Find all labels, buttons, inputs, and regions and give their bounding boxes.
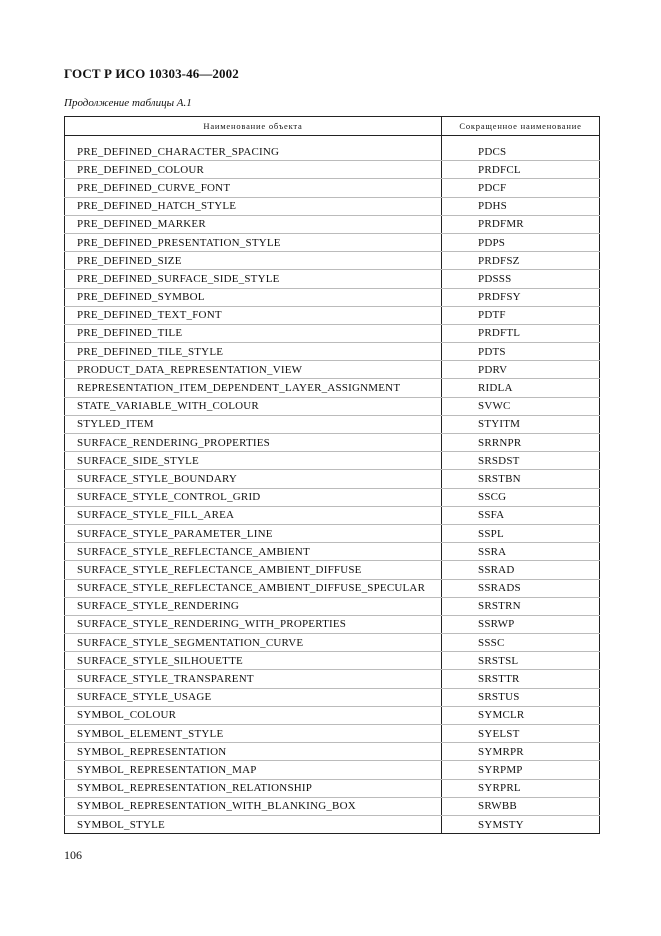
table-row [65, 343, 600, 361]
object-name-cell: SYMBOL_REPRESENTATION_RELATIONSHIP [65, 779, 442, 797]
abbreviation-cell: PDSSS [442, 270, 600, 288]
abbreviation-cell: RIDLA [442, 379, 600, 397]
object-name-cell: PRE_DEFINED_CHARACTER_SPACING [65, 143, 442, 161]
abbreviation-cell: SSPL [442, 524, 600, 542]
table-row [65, 688, 600, 706]
object-name-cell: PRE_DEFINED_TEXT_FONT [65, 306, 442, 324]
object-name-cell: SURFACE_STYLE_RENDERING [65, 597, 442, 615]
abbreviation-cell: PRDFSY [442, 288, 600, 306]
object-name-cell: SYMBOL_ELEMENT_STYLE [65, 725, 442, 743]
table-row [65, 670, 600, 688]
table-row [65, 179, 600, 197]
object-name-cell: SURFACE_STYLE_REFLECTANCE_AMBIENT [65, 543, 442, 561]
table-row [65, 797, 600, 815]
abbreviation-cell: SVWC [442, 397, 600, 415]
abbreviation-table [64, 116, 600, 834]
abbreviation-cell: SRRNPR [442, 434, 600, 452]
object-name-cell: SURFACE_STYLE_USAGE [65, 688, 442, 706]
object-name-cell: PRE_DEFINED_TILE_STYLE [65, 343, 442, 361]
object-name-cell: SYMBOL_STYLE [65, 815, 442, 833]
table-row [65, 488, 600, 506]
table-row [65, 415, 600, 433]
spacer-cell [65, 136, 442, 144]
document-standard-header: ГОСТ Р ИСО 10303-46—2002 [64, 66, 239, 81]
object-name-cell: SURFACE_STYLE_FILL_AREA [65, 506, 442, 524]
abbreviation-cell: SRSTRN [442, 597, 600, 615]
abbreviation-cell: PDRV [442, 361, 600, 379]
table-row [65, 561, 600, 579]
abbreviation-cell: SYMRPR [442, 743, 600, 761]
abbreviation-cell: SYRPMP [442, 761, 600, 779]
table-caption: Продолжение таблицы А.1 [64, 97, 192, 109]
object-name-cell: SURFACE_STYLE_REFLECTANCE_AMBIENT_DIFFUSE_SPECULAR [65, 579, 442, 597]
table-row [65, 761, 600, 779]
table-row [65, 470, 600, 488]
object-name-cell: REPRESENTATION_ITEM_DEPENDENT_LAYER_ASSIGNMENT [65, 379, 442, 397]
table-row [65, 597, 600, 615]
column-header-abbreviation: Сокращенное наименование [442, 117, 600, 136]
abbreviation-table-container [64, 116, 599, 834]
table-row [65, 524, 600, 542]
abbreviation-cell: SYMCLR [442, 706, 600, 724]
page-number: 106 [64, 848, 82, 862]
table-row [65, 434, 600, 452]
table-row [65, 233, 600, 251]
abbreviation-cell: SSRADS [442, 579, 600, 597]
abbreviation-cell: SSCG [442, 488, 600, 506]
table-row [65, 252, 600, 270]
object-name-cell: SURFACE_STYLE_PARAMETER_LINE [65, 524, 442, 542]
abbreviation-cell: PDHS [442, 197, 600, 215]
object-name-cell: SURFACE_STYLE_TRANSPARENT [65, 670, 442, 688]
object-name-cell: SURFACE_STYLE_RENDERING_WITH_PROPERTIES [65, 615, 442, 633]
table-header [65, 117, 600, 136]
abbreviation-cell: PDCF [442, 179, 600, 197]
object-name-cell: SURFACE_STYLE_REFLECTANCE_AMBIENT_DIFFUSE [65, 561, 442, 579]
table-row [65, 397, 600, 415]
abbreviation-cell: SRWBB [442, 797, 600, 815]
table-row [65, 652, 600, 670]
table-row [65, 615, 600, 633]
object-name-cell: PRE_DEFINED_SIZE [65, 252, 442, 270]
table-spacer-row [65, 136, 600, 144]
object-name-cell: PRE_DEFINED_TILE [65, 324, 442, 342]
abbreviation-cell: SRSTBN [442, 470, 600, 488]
object-name-cell: PRODUCT_DATA_REPRESENTATION_VIEW [65, 361, 442, 379]
object-name-cell: PRE_DEFINED_HATCH_STYLE [65, 197, 442, 215]
object-name-cell: PRE_DEFINED_SURFACE_SIDE_STYLE [65, 270, 442, 288]
abbreviation-cell: SSSC [442, 634, 600, 652]
table-row [65, 725, 600, 743]
table-row [65, 452, 600, 470]
table-header-row [65, 117, 600, 136]
object-name-cell: SYMBOL_REPRESENTATION_WITH_BLANKING_BOX [65, 797, 442, 815]
object-name-cell: PRE_DEFINED_CURVE_FONT [65, 179, 442, 197]
abbreviation-cell: PDPS [442, 233, 600, 251]
table-row [65, 306, 600, 324]
table-row [65, 361, 600, 379]
object-name-cell: SURFACE_RENDERING_PROPERTIES [65, 434, 442, 452]
table-row [65, 506, 600, 524]
object-name-cell: SYMBOL_REPRESENTATION [65, 743, 442, 761]
object-name-cell: SURFACE_SIDE_STYLE [65, 452, 442, 470]
abbreviation-cell: SYMSTY [442, 815, 600, 833]
object-name-cell: PRE_DEFINED_COLOUR [65, 161, 442, 179]
object-name-cell: SURFACE_STYLE_SILHOUETTE [65, 652, 442, 670]
table-row [65, 270, 600, 288]
abbreviation-cell: PDTF [442, 306, 600, 324]
abbreviation-cell: SYELST [442, 725, 600, 743]
abbreviation-cell: SRSTUS [442, 688, 600, 706]
object-name-cell: SYMBOL_REPRESENTATION_MAP [65, 761, 442, 779]
column-header-object-name: Наименование объекта [65, 117, 442, 136]
object-name-cell: PRE_DEFINED_SYMBOL [65, 288, 442, 306]
abbreviation-cell: SSRA [442, 543, 600, 561]
object-name-cell: SURFACE_STYLE_BOUNDARY [65, 470, 442, 488]
table-row [65, 215, 600, 233]
table-row [65, 634, 600, 652]
object-name-cell: STATE_VARIABLE_WITH_COLOUR [65, 397, 442, 415]
table-row [65, 324, 600, 342]
table-row [65, 288, 600, 306]
abbreviation-cell: SSRAD [442, 561, 600, 579]
abbreviation-cell: PRDFMR [442, 215, 600, 233]
abbreviation-cell: SSFA [442, 506, 600, 524]
abbreviation-cell: SRSTSL [442, 652, 600, 670]
object-name-cell: SURFACE_STYLE_CONTROL_GRID [65, 488, 442, 506]
abbreviation-cell: SRSDST [442, 452, 600, 470]
object-name-cell: SYMBOL_COLOUR [65, 706, 442, 724]
object-name-cell: SURFACE_STYLE_SEGMENTATION_CURVE [65, 634, 442, 652]
table-row [65, 579, 600, 597]
table-row [65, 743, 600, 761]
abbreviation-cell: SSRWP [442, 615, 600, 633]
table-row [65, 706, 600, 724]
abbreviation-cell: STYITM [442, 415, 600, 433]
object-name-cell: STYLED_ITEM [65, 415, 442, 433]
object-name-cell: PRE_DEFINED_PRESENTATION_STYLE [65, 233, 442, 251]
abbreviation-cell: PRDFCL [442, 161, 600, 179]
abbreviation-cell: PDTS [442, 343, 600, 361]
spacer-cell [442, 136, 600, 144]
abbreviation-cell: PRDFTL [442, 324, 600, 342]
abbreviation-cell: PRDFSZ [442, 252, 600, 270]
table-row [65, 779, 600, 797]
table-row [65, 379, 600, 397]
object-name-cell: PRE_DEFINED_MARKER [65, 215, 442, 233]
table-row [65, 815, 600, 833]
table-row [65, 161, 600, 179]
table-row [65, 197, 600, 215]
table-row [65, 143, 600, 161]
abbreviation-cell: PDCS [442, 143, 600, 161]
abbreviation-cell: SYRPRL [442, 779, 600, 797]
table-body [65, 136, 600, 834]
table-row [65, 543, 600, 561]
abbreviation-cell: SRSTTR [442, 670, 600, 688]
